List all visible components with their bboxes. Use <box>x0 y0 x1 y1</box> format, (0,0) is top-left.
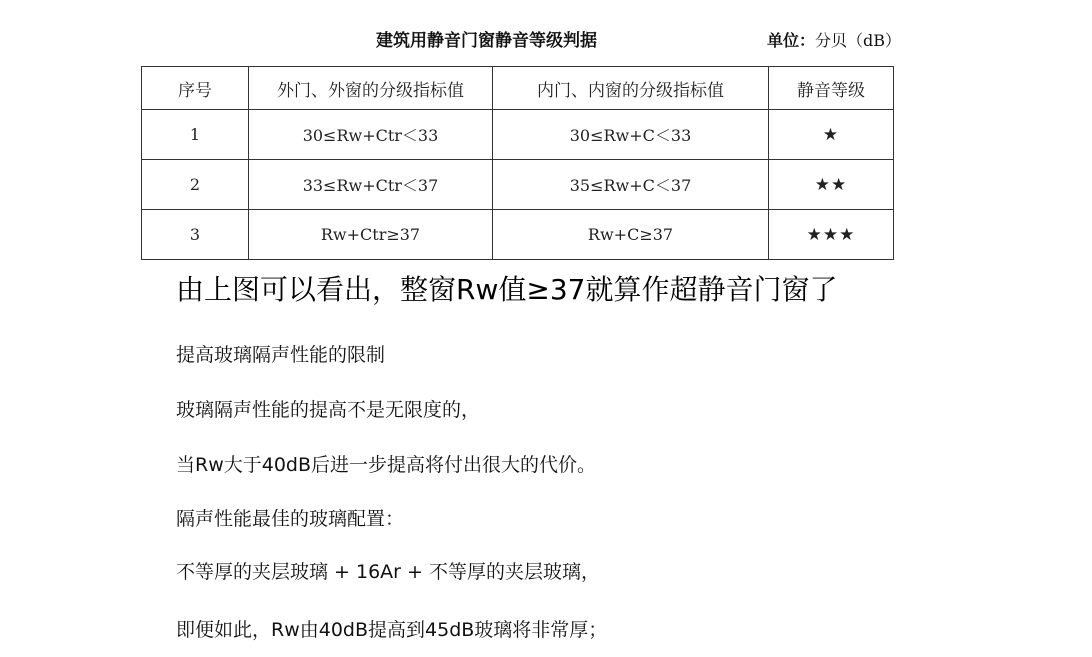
unit-label: 单位： <box>767 31 816 50</box>
cell-index: 2 <box>142 160 249 210</box>
table-row <box>142 160 894 210</box>
cell-interior: 35≤Rw+C＜37 <box>493 160 769 210</box>
table-unit <box>767 28 901 51</box>
body-line: 当Rw大于40dB后进一步提高将付出很大的代价。 <box>176 454 597 476</box>
unit-value: 分贝（dB） <box>815 31 902 50</box>
body-line: 即便如此，Rw由40dB提高到45dB玻璃将非常厚； <box>176 619 608 641</box>
cell-grade: ★★ <box>769 160 894 210</box>
body-line: 玻璃隔声性能的提高不是无限度的， <box>176 399 481 421</box>
body-line: 隔声性能最佳的玻璃配置： <box>176 508 405 530</box>
cell-interior: 30≤Rw+C＜33 <box>493 110 769 160</box>
cell-grade: ★★★ <box>769 210 894 260</box>
body-line: 不等厚的夹层玻璃 + 16Ar + 不等厚的夹层玻璃， <box>176 561 600 583</box>
cell-grade: ★ <box>769 110 894 160</box>
cell-exterior: 33≤Rw+Ctr＜37 <box>249 160 493 210</box>
body-line: 提高玻璃隔声性能的限制 <box>176 344 386 366</box>
header-index: 序号 <box>142 67 249 110</box>
cell-exterior: 30≤Rw+Ctr＜33 <box>249 110 493 160</box>
table-row <box>142 110 894 160</box>
cell-interior: Rw+C≥37 <box>493 210 769 260</box>
cell-index: 3 <box>142 210 249 260</box>
header-grade: 静音等级 <box>769 67 894 110</box>
cell-index: 1 <box>142 110 249 160</box>
table-caption-title: 建筑用静音门窗静音等级判据 <box>376 31 597 51</box>
table-row <box>142 210 894 260</box>
conclusion-text: 由上图可以看出，整窗Rw值≥37就算作超静音门窗了 <box>176 273 838 306</box>
header-exterior: 外门、外窗的分级指标值 <box>249 67 493 110</box>
table-header-row <box>142 67 894 110</box>
header-interior: 内门、内窗的分级指标值 <box>493 67 769 110</box>
noise-grade-table <box>141 66 894 260</box>
cell-exterior: Rw+Ctr≥37 <box>249 210 493 260</box>
